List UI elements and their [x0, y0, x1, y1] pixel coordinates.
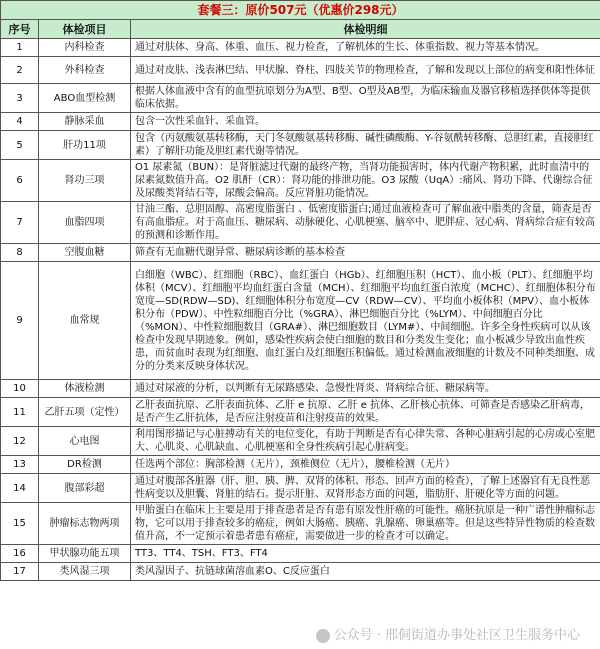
row-item: 空腹血糖 — [39, 244, 131, 262]
row-detail: 类风湿因子、抗链球菌溶血素O、C反应蛋白 — [131, 563, 600, 581]
row-detail: 任选两个部位：胸部检测（无片），颈椎侧位（无片），腰椎检测（无片） — [131, 456, 600, 474]
row-detail: 甲胎蛋白在临床上主要是用于排查患者是否有患有原发性肝癌的可能性。癌胚抗原是一种广谱性肿瘤标志物，它可以用于排查较多的癌症，例如大肠癌、胰癌、乳腺癌、卵巢癌等。但是这些特异性物质的检查数值升高，不一定预示着患者患有癌症，需要做进一步的检查才可以确定。 — [131, 503, 600, 545]
row-item: ABO血型检测 — [39, 84, 131, 113]
package-title: 套餐三：原价507元（优惠价298元） — [1, 1, 600, 20]
row-index: 10 — [1, 380, 39, 398]
row-detail: 乙肝表面抗原、乙肝表面抗体、乙肝 e 抗原、乙肝 e 抗体、乙肝核心抗体、可筛查是否感染乙肝病毒，是否产生乙肝抗体，是否应注射疫苗和注射疫苗的效果。 — [131, 398, 600, 427]
row-item: 肿瘤标志物两项 — [39, 503, 131, 545]
row-item: 甲状腺功能五项 — [39, 545, 131, 563]
table-row — [1, 202, 600, 244]
row-detail: 筛查有无血糖代谢异常、糖尿病诊断的基本检查 — [131, 244, 600, 262]
table-row — [1, 398, 600, 427]
row-detail: 通过对皮肤、浅表淋巴结、甲状腺、脊柱、四肢关节的物理检查，了解和发现以上部位的病变和阳性体征 — [131, 57, 600, 84]
row-index: 4 — [1, 113, 39, 131]
table-row — [1, 39, 600, 57]
row-index: 5 — [1, 131, 39, 160]
table-row — [1, 160, 600, 202]
row-item: 体液检测 — [39, 380, 131, 398]
header-index: 序号 — [1, 20, 39, 39]
row-index: 2 — [1, 57, 39, 84]
row-detail: O1 尿素氮（BUN）：是肾脏滤过代谢的最终产物，当肾功能损害时，体内代谢产物积累，此时血清中的尿素氮数值升高。O2 肌酐（CR）：肾功能的排泄功能。O3 尿酸（UqA）:痛风、肾功下降、代谢综合征及尿酸类肾结石等，尿酸会偏高。反应肾脏功能情况。 — [131, 160, 600, 202]
row-index: 17 — [1, 563, 39, 581]
row-item: 心电图 — [39, 427, 131, 456]
row-item: 静脉采血 — [39, 113, 131, 131]
row-item: 血脂四项 — [39, 202, 131, 244]
row-index: 9 — [1, 262, 39, 380]
title-row — [1, 1, 600, 20]
row-index: 7 — [1, 202, 39, 244]
header-row — [1, 20, 600, 39]
row-detail: 利用图形描记与心脏搏动有关的电位变化，有助于判断是否有心律失常、各种心脏病引起的心房或心室肥大、心肌炎、心肌缺血、心肌梗塞和全身性疾病引起心脏病变。 — [131, 427, 600, 456]
row-detail: 包含一次性采血针、采血管。 — [131, 113, 600, 131]
table-row — [1, 262, 600, 380]
row-detail: 通过对腹部各脏器（肝、胆、胰、脾、双肾的体积、形态、回声方面的检查），了解上述器官有无良性恶性病变以及胆囊、肾脏的结石。提示肝脏、双肾形态方面的问题，脂肪肝、肝硬化等方面的问题。 — [131, 474, 600, 503]
row-item: 腹部彩超 — [39, 474, 131, 503]
row-index: 16 — [1, 545, 39, 563]
table-row — [1, 503, 600, 545]
table-row — [1, 427, 600, 456]
row-detail: 包含（丙氨酸氨基转移酶，天门冬氨酸氨基转移酶、碱性磷酸酶、Y-谷氨酰转移酶、总胆红素，直接胆红素）了解肝功能及胆红素代谢等情况。 — [131, 131, 600, 160]
row-item: DR检测 — [39, 456, 131, 474]
row-index: 8 — [1, 244, 39, 262]
row-item: 肝功11项 — [39, 131, 131, 160]
header-detail: 体检明细 — [131, 20, 600, 39]
table-body — [1, 39, 600, 581]
row-item: 外科检查 — [39, 57, 131, 84]
row-item: 肾功三项 — [39, 160, 131, 202]
row-index: 13 — [1, 456, 39, 474]
row-index: 6 — [1, 160, 39, 202]
row-detail: 甘油三酯、总胆固醇、高密度脂蛋白 、低密度脂蛋白;通过血液检查可了解血液中脂类的含量，筛查是否有高血脂症。对于高血压、糖尿病、动脉硬化、心肌梗塞、脑卒中、肥胖症、冠心病、肾病综合症有较高的预测和诊断作用。 — [131, 202, 600, 244]
table-row — [1, 474, 600, 503]
row-index: 12 — [1, 427, 39, 456]
row-index: 11 — [1, 398, 39, 427]
row-item: 血常规 — [39, 262, 131, 380]
row-detail: 根据人体血液中含有的血型抗原划分为A型、B型、O型及AB型，为临床输血及器官移植选择供体等提供临床依据。 — [131, 84, 600, 113]
row-detail: 通过对尿液的分析，以判断有无尿路感染、急慢性肾炎、肾病综合征、糖尿病等。 — [131, 380, 600, 398]
row-detail: 通过对肤体、身高、体重、血压、视力检查，了解机体的生长、体重指数、视力等基本情况。 — [131, 39, 600, 57]
row-index: 15 — [1, 503, 39, 545]
row-item: 类风湿三项 — [39, 563, 131, 581]
row-detail: 白细胞（WBC）、红细胞（RBC）、血红蛋白（HGb）、红细胞压积（HCT）、血小板（PLT）、红细胞平均体积（MCV）、红细胞平均血红蛋白含量（MCH）、红细胞平均血红蛋白浓度（MCHC）、红细胞体积分布宽度—SD(RDW—SD)、红细胞体积分布宽度—CV（RDW—CV）、平均血小板体积（MPV）、血小板体积分布（PDW）、中性粒细胞百分比（%GRA）、淋巴细胞百分比（%LYM）、中间细胞百分比（%MON）、中性粒细胞数目（GRA#）、淋巴细胞数目（LYM#）、中间细胞。许多全身性疾病可以从该检查中发现早期迹象。例如，感染性疾病会使白细胞的数目和分类发生变化；血小板减少导致出血性疾患，而贫血时表现为红细胞、血红蛋白及红细胞压积偏低。通过检测血液细胞的计数及不同种类细胞、成分的分类来反映身体状况。 — [131, 262, 600, 380]
watermark — [316, 624, 580, 643]
wechat-icon — [316, 629, 330, 643]
table-row — [1, 456, 600, 474]
row-index: 3 — [1, 84, 39, 113]
table-row — [1, 113, 600, 131]
watermark-text: 公众号 · 邢侗街道办事处社区卫生服务中心 — [333, 628, 580, 643]
row-index: 1 — [1, 39, 39, 57]
table-row — [1, 131, 600, 160]
row-item: 乙肝五项（定性） — [39, 398, 131, 427]
header-item: 体检项目 — [39, 20, 131, 39]
table-row — [1, 380, 600, 398]
row-detail: TT3、TT4、TSH、FT3、FT4 — [131, 545, 600, 563]
table-row — [1, 57, 600, 84]
table-row — [1, 84, 600, 113]
table-row — [1, 244, 600, 262]
table-row — [1, 545, 600, 563]
row-item: 内科检查 — [39, 39, 131, 57]
table-row — [1, 563, 600, 581]
row-index: 14 — [1, 474, 39, 503]
